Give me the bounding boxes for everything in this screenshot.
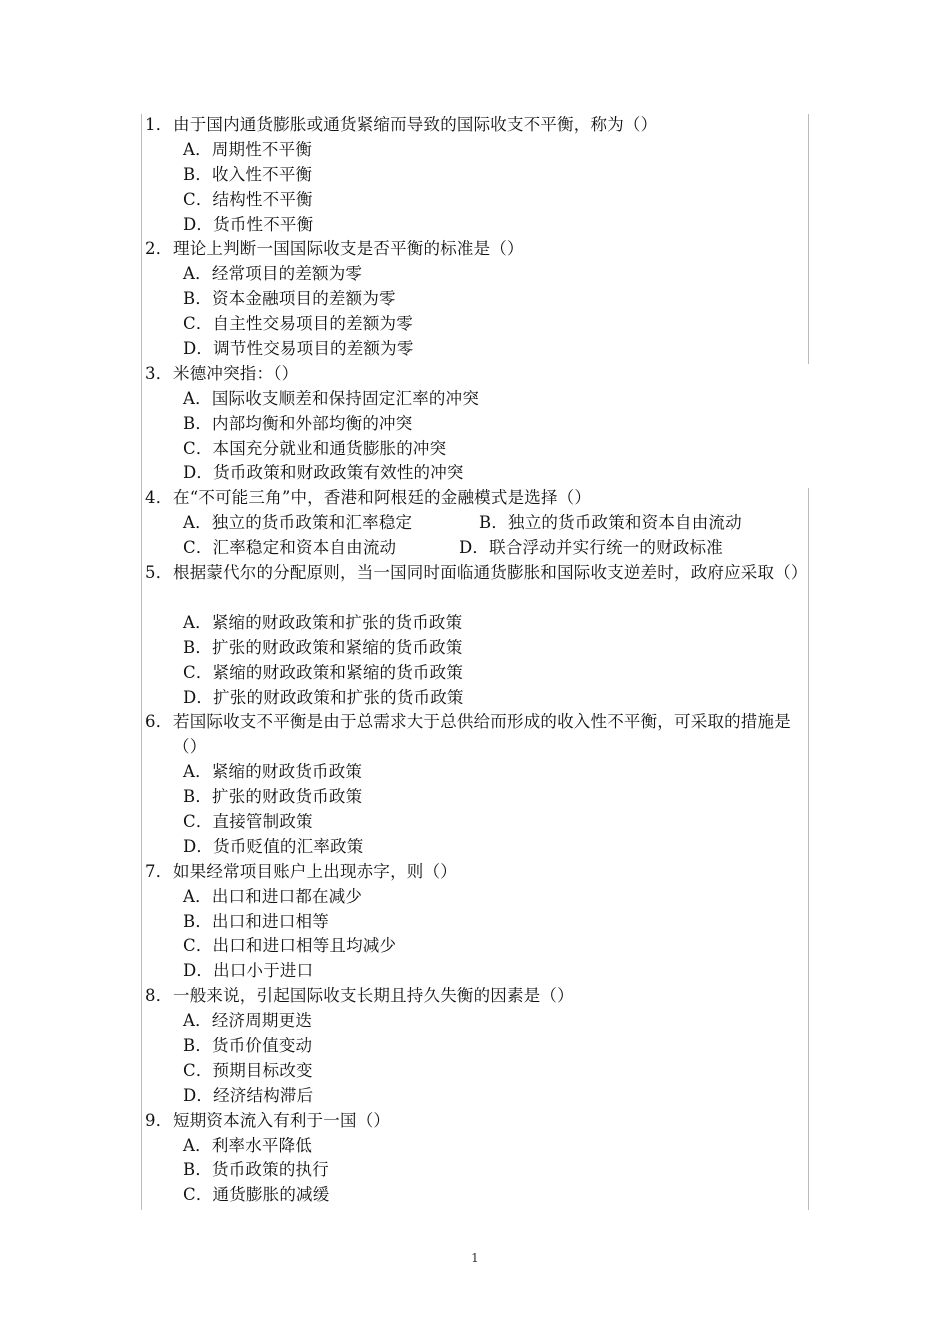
question-4 [145,486,810,561]
option-a: A．周期性不平衡 [183,139,313,159]
option-a: A．紧缩的财政货币政策 [183,762,363,782]
option-b: B．出口和进口相等 [183,911,329,931]
question-7 [145,860,810,984]
page-number: 1 [471,1251,479,1265]
option-c: C．汇率稳定和资本自由流动 [183,538,397,558]
option-b: B．内部均衡和外部均衡的冲突 [183,413,413,433]
option-d: D．扩张的财政政策和扩张的货币政策 [183,687,464,707]
option-a: A．经济周期更迭 [183,1011,313,1031]
question-number: 3． [145,363,173,383]
question-stem: 一般来说，引起国际收支长期且持久失衡的因素是（） [173,986,574,1006]
option-a: A．国际收支顺差和保持固定汇率的冲突 [183,388,480,408]
option-b: B．货币价值变动 [183,1035,313,1055]
option-d: D．经济结构滞后 [183,1085,314,1105]
question-1 [145,113,810,237]
option-row-ab [145,511,810,536]
question-2 [145,237,810,361]
option-b: B．扩张的财政政策和紧缩的货币政策 [183,637,463,657]
option-c: C．通货膨胀的减缓 [183,1185,330,1205]
option-a: A．独立的货币政策和汇率稳定 [183,513,413,533]
option-d: D．联合浮动并实行统一的财政标准 [459,538,723,558]
question-number: 9． [145,1110,173,1130]
option-d: D．货币贬值的汇率政策 [183,836,364,856]
question-5 [145,561,810,710]
option-b: B．独立的货币政策和资本自由流动 [479,513,742,533]
option-c: C．紧缩的财政政策和紧缩的货币政策 [183,662,464,682]
option-a: A．利率水平降低 [183,1135,313,1155]
question-3 [145,362,810,486]
option-a: A．出口和进口都在减少 [183,886,363,906]
option-b: B．货币政策的执行 [183,1160,329,1180]
question-number: 2． [145,239,173,259]
option-c: C．直接管制政策 [183,811,313,831]
question-number: 5． [145,563,173,583]
question-number: 1． [145,115,173,134]
question-stem: 根据蒙代尔的分配原则，当一国同时面临通货膨胀和国际收支逆差时，政府应采取（） [173,563,808,583]
option-c: C．出口和进口相等且均减少 [183,936,397,956]
option-d: D．货币性不平衡 [183,214,314,234]
question-number: 6． [145,712,173,732]
question-stem: 理论上判断一国国际收支是否平衡的标准是（） [173,239,524,259]
question-number: 8． [145,986,173,1006]
question-list [145,113,810,1208]
option-d: D．调节性交易项目的差额为零 [183,339,414,359]
question-stem: 由于国内通货膨胀或通货紧缩而导致的国际收支不平衡，称为（） [173,115,658,134]
option-b: B．收入性不平衡 [183,164,313,184]
option-d: D．货币政策和财政政策有效性的冲突 [183,463,464,483]
question-stem: 短期资本流入有利于一国（） [173,1110,391,1130]
question-stem: 如果经常项目账户上出现赤字，则（） [173,861,457,881]
option-c: C．预期目标改变 [183,1060,313,1080]
question-number: 7． [145,861,173,881]
option-a: A．紧缩的财政政策和扩张的货币政策 [183,612,463,632]
option-a: A．经常项目的差额为零 [183,264,363,284]
option-row-cd [145,536,810,561]
question-stem: 在“不可能三角”中，香港和阿根廷的金融模式是选择（） [173,488,592,508]
option-c: C．结构性不平衡 [183,189,313,209]
question-8 [145,984,810,1108]
question-9 [145,1109,810,1209]
left-margin-rule [141,114,142,1210]
option-b: B．资本金融项目的差额为零 [183,289,396,309]
option-c: C．本国充分就业和通货膨胀的冲突 [183,438,447,458]
option-c: C．自主性交易项目的差额为零 [183,314,413,334]
option-d: D．出口小于进口 [183,961,314,981]
option-b: B．扩张的财政货币政策 [183,787,363,807]
question-stem: 若国际收支不平衡是由于总需求大于总供给而形成的收入性不平衡，可采取的措施是（） [173,712,791,757]
question-stem: 米德冲突指：（） [173,363,299,383]
question-number: 4． [145,488,173,508]
question-6 [145,710,810,859]
